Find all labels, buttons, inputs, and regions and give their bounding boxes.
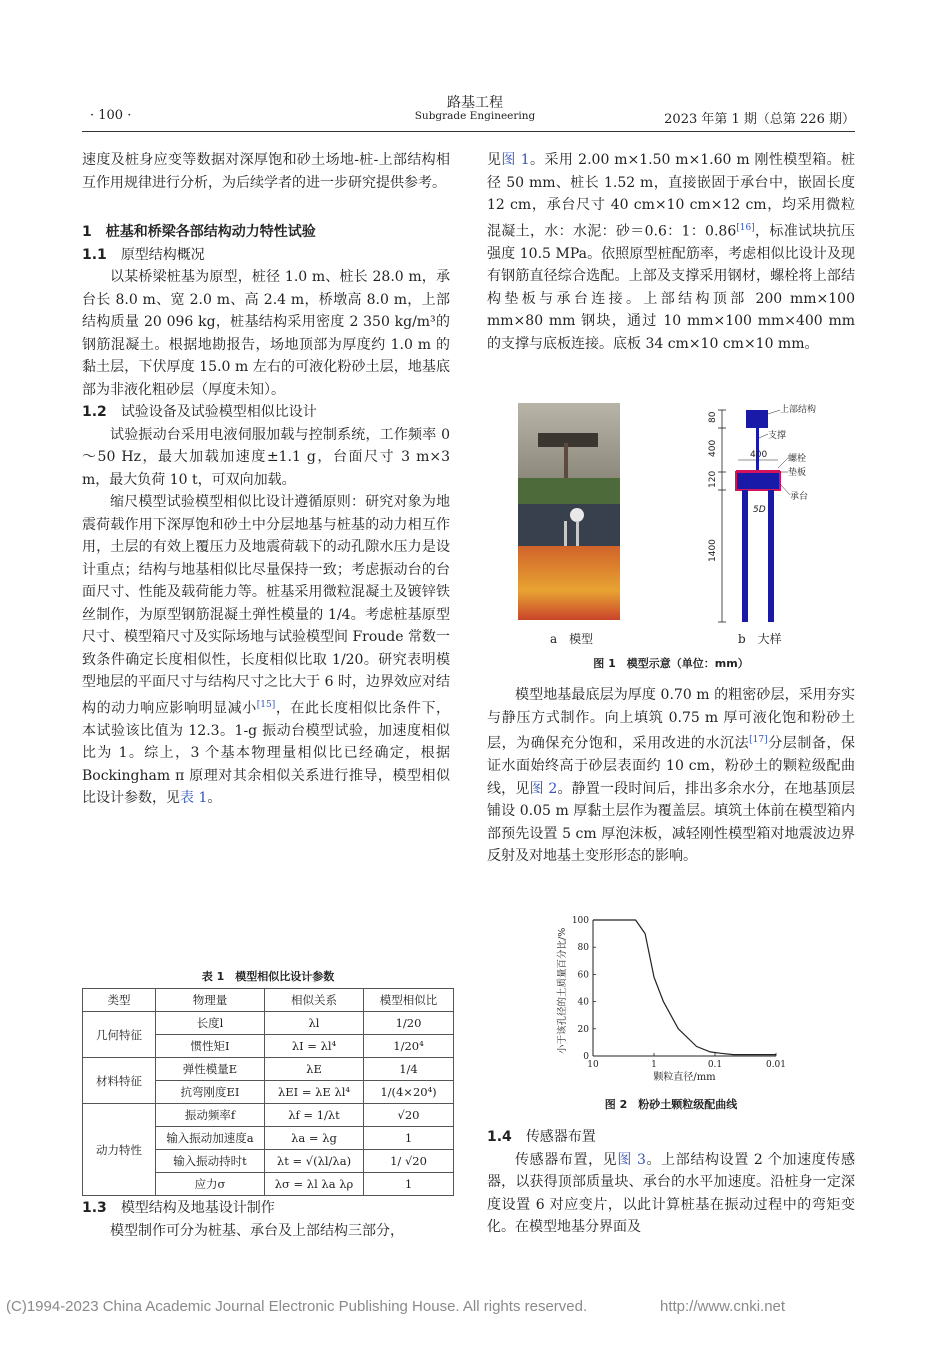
- section-1-2-heading: 1.2 试验设备及试验模型相似比设计: [82, 404, 317, 420]
- y-tick-label: 100: [571, 916, 589, 926]
- section-1-4-body: 传感器布置，见图 3。上部结构设置 2 个加速度传感器，以获得顶部质量块、承台的水平加速度。沿桩身一定深度设置 6 对应变片，以此计算桩基在振动过程中的弯矩变化。在模型地基分界面及: [487, 1151, 855, 1235]
- group-dynamic: 动力特性: [83, 1104, 156, 1196]
- citation-17[interactable]: [17]: [749, 735, 768, 745]
- cell-ratio: 1/20: [364, 1012, 454, 1035]
- dim-1400: 1400: [708, 539, 718, 562]
- foundation-paragraph: 模型地基最底层为厚度 0.70 m 的粗密砂层，采用夯实与静压方式制作。向上填筑 0.75 m 厚可液化饱和粉砂土层，为确保充分饱和，采用改进的水沉法[17]分层制备，保证水面始终高于砂层表面约 10 cm，粉砂土的颗粒级配曲线，见图 2。静置一段时间后，排出多余水分，在地基顶层铺设 0.05 m 厚黏土层作为覆盖层。填筑土体前在模型箱内部预先设置 5 cm 厚泡沫板，减轻刚性模型箱对地震波边界反射及对地基土变形形态的影响。: [487, 687, 856, 865]
- group-geometry: 几何特征: [83, 1012, 156, 1058]
- cell-quantity: 输入振动加速度a: [156, 1127, 265, 1150]
- figure-2-caption: 图 2 粉砂土颗粒级配曲线: [604, 1098, 738, 1111]
- citation-15[interactable]: [15]: [256, 699, 276, 710]
- col-header-type: 类型: [83, 989, 156, 1012]
- pile-left: [742, 490, 748, 622]
- section-1-4-heading: 1.4 传感器布置: [487, 1129, 596, 1145]
- table-1: [82, 988, 454, 1196]
- section-1-1-heading: 1.1 原型结构概况: [82, 246, 205, 263]
- figure-1b-drawing: [700, 402, 860, 626]
- section-1-3-heading: 1.3 模型结构及地基设计制作: [82, 1200, 275, 1216]
- col-header-relation: 相似关系: [265, 989, 364, 1012]
- y-tick-label: 80: [577, 943, 589, 954]
- figure-1-link[interactable]: 图 1: [501, 152, 530, 168]
- section-1-3-body: 模型制作可分为桩基、承台及上部结构三部分，: [110, 1222, 404, 1239]
- cell-ratio: 1/20⁴: [364, 1035, 454, 1058]
- x-axis-label: 颗粒直径/mm: [653, 1072, 716, 1083]
- x-tick-label: 10: [587, 1060, 599, 1070]
- group-material: 材料特征: [83, 1058, 156, 1104]
- figure-2-chart: [548, 908, 798, 1088]
- cell-quantity: 输入振动持时t: [156, 1150, 265, 1173]
- dim-120: 120: [708, 470, 718, 488]
- y-axis-label: 小于该孔径的土质量百分比/%: [557, 927, 568, 1054]
- cell-relation: λl: [265, 1012, 364, 1035]
- right-column-top: [487, 149, 855, 355]
- figure-3-link[interactable]: 图 3: [617, 1151, 646, 1168]
- figure-1a-label: a 模型: [550, 632, 594, 646]
- journal-title-en: Subgrade Engineering: [414, 110, 536, 122]
- cell-quantity: 弹性模量E: [156, 1058, 265, 1081]
- cell-quantity: 抗弯刚度EI: [156, 1081, 265, 1104]
- cell-relation: λσ = λl λa λρ: [265, 1173, 364, 1196]
- model-box-paragraph: 见图 1。采用 2.00 m×1.50 m×1.60 m 刚性模型箱。桩径 50 mm、桩长 1.52 m，直接嵌固于承台中，嵌固长度 12 cm，承台尺寸 40 cm×10 cm×12 cm，均采用微粒混凝土，水：水泥：砂＝0.6：1：0.86[16]，标准试块抗压强度 10.5 MPa。依照原型桩配筋率，考虑相似比设计及现有钢筋直径综合选配。上部及支撑采用钢材，螺栓将上部结构垫板与承台连接。上部结构顶部 200 mm×100 mm×80 mm 钢块，通过 10 mm×100 mm×400 mm 的支撑与底板连接。底板 34 cm×10 cm×10 mm。: [487, 152, 856, 352]
- table-row: [83, 1012, 454, 1035]
- cell-ratio: √20: [364, 1104, 454, 1127]
- pile-spacing-5d: 5D: [753, 505, 766, 515]
- intro-paragraph: 速度及桩身应变等数据对深厚饱和砂土场地-桩-上部结构相互作用规律进行分析，为后续学者的进一步研究提供参考。: [82, 152, 450, 191]
- cell-relation: λEI = λE λl⁴: [265, 1081, 364, 1104]
- col-header-quantity: 物理量: [156, 989, 265, 1012]
- x-tick-label: 1: [651, 1060, 657, 1070]
- grading-curve: [593, 920, 776, 1055]
- x-tick-label: 0.01: [765, 1060, 787, 1070]
- cell-ratio: 1/4: [364, 1058, 454, 1081]
- y-tick-label: 20: [577, 1024, 589, 1035]
- table-1-link[interactable]: 表 1: [180, 790, 208, 807]
- cell-ratio: 1: [364, 1173, 454, 1196]
- label-plate: 垫板: [788, 468, 807, 478]
- cell-relation: λt = √(λl/λa): [265, 1150, 364, 1173]
- section-1-2-body-1: 试验振动台采用电液伺服加载与控制系统，工作频率 0～50 Hz，最大加载加速度±1.1 g，台面尺寸 3 m×3 m，最大负荷 10 t，可双向加载。: [82, 426, 450, 488]
- table-row: [83, 1058, 454, 1081]
- cell-relation: λI = λl⁴: [265, 1035, 364, 1058]
- col-header-ratio: 模型相似比: [364, 989, 454, 1012]
- journal-title-cn: 路基工程: [447, 95, 503, 111]
- cnki-link[interactable]: http://www.cnki.net: [660, 1298, 786, 1315]
- base-plate: [736, 470, 780, 473]
- figure-1b-label: b 大样: [738, 632, 782, 646]
- table-1-caption: 表 1 模型相似比设计参数: [201, 970, 335, 983]
- table-header-row: [83, 989, 454, 1012]
- label-bolt: 螺栓: [788, 454, 807, 464]
- left-column: [82, 149, 450, 810]
- y-tick-label: 60: [577, 970, 589, 981]
- label-cap: 承台: [790, 492, 809, 502]
- cell-ratio: 1: [364, 1127, 454, 1150]
- y-tick-label: 0: [583, 1052, 589, 1062]
- cell-relation: λa = λg: [265, 1127, 364, 1150]
- pile-right: [768, 490, 774, 622]
- cell-quantity: 长度l: [156, 1012, 265, 1035]
- cell-quantity: 惯性矩I: [156, 1035, 265, 1058]
- model-photo: [518, 403, 620, 620]
- width-dim-400: 400: [750, 450, 768, 460]
- citation-16[interactable]: [16]: [736, 222, 755, 233]
- x-tick-label: 0.1: [707, 1060, 723, 1070]
- table-row: [83, 1104, 454, 1127]
- cell-quantity: 振动频率f: [156, 1104, 265, 1127]
- page-number: · 100 ·: [90, 108, 132, 123]
- dim-80: 80: [708, 411, 718, 423]
- section-1-1-body: 以某桥梁桩基为原型，桩径 1.0 m、桩长 28.0 m，承台长 8.0 m、宽 2.0 m、高 2.4 m，桥墩高 8.0 m，上部结构质量 20 096 kg，桩基结构采用密度 2 350 kg/m³的钢筋混凝土。根据地勘报告，场地顶部为厚度约 1.0 m 的黏土层，下伏厚度 15.0 m 左右的可液化粉砂土层，地基底部为非液化粗砂层（厚度未知）。: [82, 269, 450, 398]
- pile-cap: [736, 472, 780, 490]
- cell-relation: λE: [265, 1058, 364, 1081]
- copyright-footer: (C)1994-2023 China Academic Journal Electronic Publishing House. All rights reserved.: [6, 1298, 588, 1315]
- section-1-heading: 1 桩基和桥梁各部结构动力特性试验: [82, 224, 316, 240]
- figure-1-caption: 图 1 模型示意（单位：mm）: [593, 657, 749, 670]
- section-1-3: [82, 1197, 450, 1242]
- section-1-2-body-2: 缩尺模型试验模型相似比设计遵循原则：研究对象为地震荷载作用下深厚饱和砂土中分层地基与桩基的动力相互作用，土层的有效上覆压力及地震荷载下的动孔隙水压力是设计重点；结构与地基相似比尽量保持一致；考虑振动台的台面尺寸、性能及载荷能力等。桩基采用微粒混凝土及镀锌铁丝制作，为原型钢筋混凝土弹性模量的 1/4。考虑桩基原型尺寸、模型箱尺寸及实际场地与试验模型间 Froude 常数一致条件确定长度相似性，长度相似比取 1/20。研究表明模型地层的平面尺寸与结构尺寸之比大于 6 时，边界效应对结构的动力响应影响明显减小[15]，在此长度相似比条件下，本试验该比值为 12.3。1-g 振动台模型试验，加速度相似比为 1。综上，3 个基本物理量相似比已经确定，根据 Bockingham π 原理对其余相似关系进行推导，模型相似比设计参数，见表 1。: [82, 494, 451, 807]
- cell-relation: λf = 1/λt: [265, 1104, 364, 1127]
- right-column-middle: [487, 684, 855, 868]
- header-rule: [82, 131, 855, 132]
- dim-400: 400: [708, 439, 718, 457]
- y-tick-label: 40: [577, 997, 589, 1008]
- label-superstructure: 上部结构: [780, 405, 817, 415]
- figure-2-link[interactable]: 图 2: [529, 780, 558, 797]
- cell-ratio: 1/ √20: [364, 1150, 454, 1173]
- cell-quantity: 应力σ: [156, 1173, 265, 1196]
- label-brace: 支撑: [768, 431, 787, 441]
- right-column-bottom: [487, 1126, 855, 1239]
- superstructure-block: [746, 410, 768, 428]
- cell-ratio: 1/(4×20⁴): [364, 1081, 454, 1104]
- issue-info: 2023 年第 1 期（总第 226 期）: [664, 112, 855, 127]
